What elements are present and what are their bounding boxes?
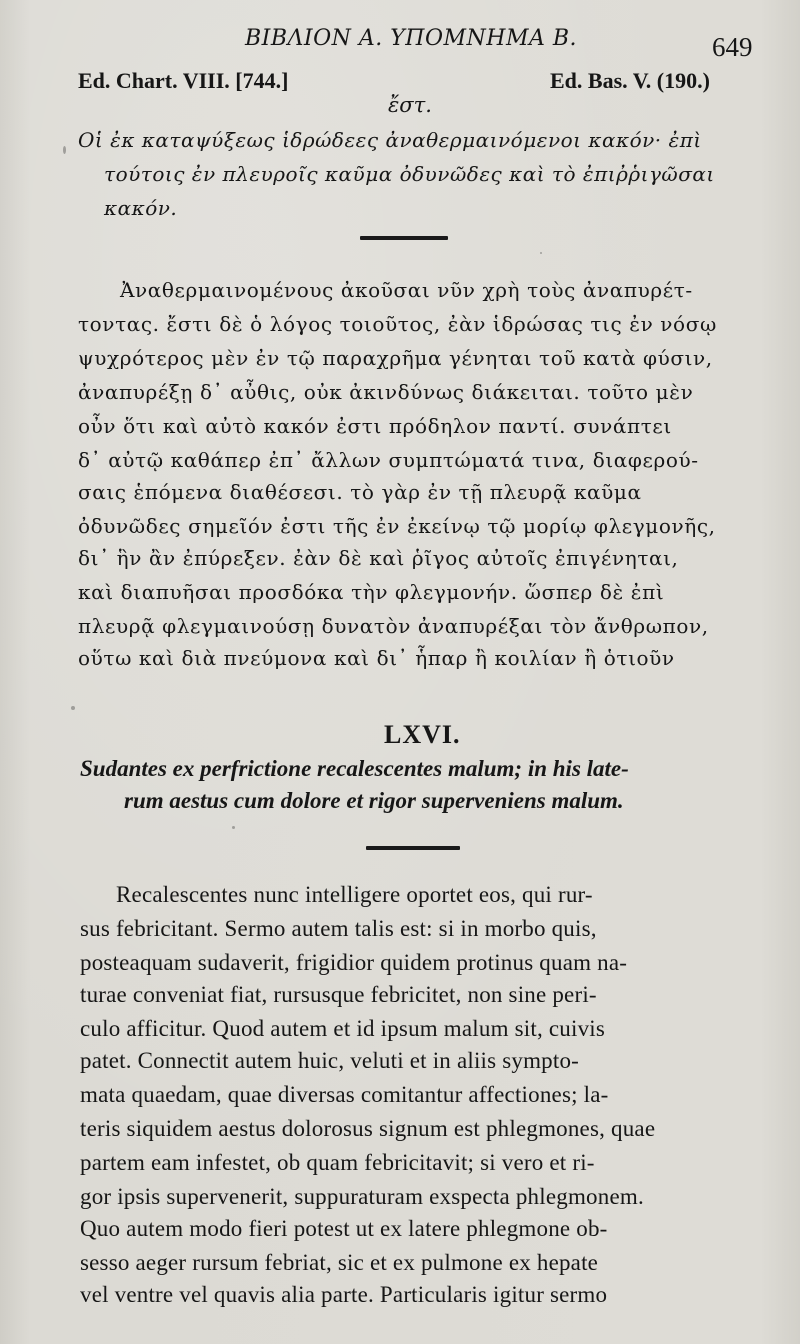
greek-commentary-line: πλευρᾷ φλεγμαινούσῃ δυνατὸν ἀναπυρέξαι τὸν ἄνθρωπον, [78, 614, 709, 638]
greek-commentary-line: δ᾽ αὐτῷ καθάπερ ἐπ᾽ ἄλλων συμπτώματά τινα, διαφερού- [78, 448, 699, 472]
latin-commentary-line: culo afficitur. Quod autem et id ipsum malum sit, cuivis [80, 1016, 606, 1041]
latin-commentary-line: turae conveniat fiat, rursusque febricitet, non sine peri- [80, 982, 597, 1007]
greek-commentary-line: σαις ἑπόμενα διαθέσεσι. τὸ γὰρ ἐν τῇ πλευρᾷ καῦμα [78, 480, 642, 504]
print-speck [71, 706, 75, 710]
greek-commentary-line: οὕτω καὶ διὰ πνεύμονα καὶ δι᾽ ἧπαρ ἢ κοιλίαν ἢ ὁτιοῦν [78, 646, 675, 670]
greek-commentary-line: ἀναπυρέξῃ δ᾽ αὖθις, οὐκ ἀκινδύνως διάκειται. τοῦτο μὲν [78, 380, 694, 404]
page-number: 649 [712, 32, 753, 62]
est-marker: ἔστ. [388, 93, 432, 117]
running-title: ΒΙΒΛΙΟΝ Α. ΥΠΟΜΝΗΜΑ Β. [245, 26, 578, 51]
section-divider [366, 846, 460, 850]
greek-aphorism-line: τούτοις ἐν πλευροῖς καῦμα ὀδυνῶδες καὶ τὸ ἐπιῤῥιγῶσαι [104, 162, 715, 186]
latin-aphorism-line: Sudantes ex perfrictione recalescentes malum; in his late- [80, 756, 629, 781]
latin-commentary-line: sesso aeger rursum febriat, sic et ex pulmone ex hepate [80, 1250, 599, 1275]
print-speck [540, 252, 542, 254]
greek-commentary-line: τοντας. ἔστι δὲ ὁ λόγος τοιοῦτος, ἐὰν ἱδρώσας τις ἐν νόσῳ [78, 312, 717, 336]
latin-commentary-line: partem eam infestet, ob quam febricitavit; si vero et ri- [80, 1150, 595, 1175]
greek-commentary-line: Ἀναθερμαινομένους ἀκοῦσαι νῦν χρὴ τοὺς ἀναπυρέτ- [120, 278, 693, 302]
latin-aphorism-line: rum aestus cum dolore et rigor superveniens malum. [124, 788, 624, 813]
greek-aphorism-line: Οἱ ἐκ καταψύξεως ἱδρώδεες ἀναθερμαινόμενοι κακόν· ἐπὶ [78, 128, 702, 152]
latin-commentary-line: teris siquidem aestus dolorosus signum est phlegmones, quae [80, 1116, 656, 1141]
section-divider [360, 236, 448, 240]
latin-commentary-line: vel ventre vel quavis alia parte. Particularis igitur sermo [80, 1282, 608, 1307]
edition-reference-right: Ed. Bas. V. (190.) [550, 68, 710, 93]
greek-commentary-line: ψυχρότερος μὲν ἐν τῷ παραχρῆμα γένηται τοῦ κατὰ φύσιν, [78, 346, 713, 370]
latin-commentary-line: sus febricitant. Sermo autem talis est: si in morbo quis, [80, 916, 597, 941]
greek-commentary-line: δι᾽ ἣν ἂν ἐπύρεξεν. ἐὰν δὲ καὶ ῥῖγος αὐτοῖς ἐπιγένηται, [78, 546, 679, 570]
latin-commentary-line: gor ipsis supervenerit, suppuraturam exspecta phlegmonem. [80, 1184, 644, 1209]
edition-reference-left: Ed. Chart. VIII. [744.] [78, 68, 289, 93]
latin-commentary-line: mata quaedam, quae diversas comitantur affectiones; la- [80, 1082, 609, 1107]
latin-commentary-line: Quo autem modo fieri potest ut ex latere phlegmone ob- [80, 1216, 608, 1241]
greek-commentary-line: ὀδυνῶδες σημεῖόν ἐστι τῆς ἐν ἐκείνῳ τῷ μορίῳ φλεγμονῆς, [78, 514, 716, 538]
print-speck [232, 826, 235, 829]
latin-commentary-line: posteaquam sudaverit, frigidior quidem protinus quam na- [80, 950, 628, 975]
print-speck [63, 146, 66, 154]
section-number: LXVI. [384, 720, 461, 749]
greek-commentary-line: καὶ διαπυῆσαι προσδόκα τὴν φλεγμονήν. ὥσπερ δὲ ἐπὶ [78, 580, 665, 604]
latin-commentary-line: patet. Connectit autem huic, veluti et in aliis sympto- [80, 1048, 580, 1073]
greek-commentary-line: οὖν ὅτι καὶ αὐτὸ κακόν ἐστι πρόδηλον παντί. συνάπτει [78, 414, 672, 438]
greek-aphorism-line: κακόν. [104, 196, 178, 220]
latin-commentary-line: Recalescentes nunc intelligere oportet eos, qui rur- [116, 882, 593, 907]
